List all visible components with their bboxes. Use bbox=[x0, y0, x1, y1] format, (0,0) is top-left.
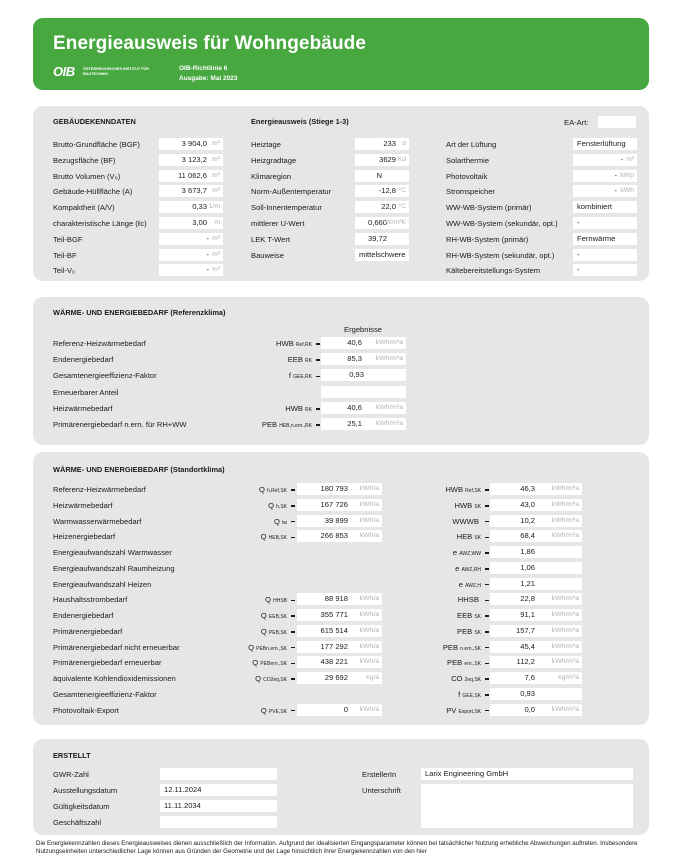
kenndaten-field-value: 11 062,6 bbox=[178, 170, 207, 180]
standort-field-spec bbox=[490, 546, 582, 558]
anlage-field bbox=[573, 217, 637, 229]
gueltigkeitsdatum-label: Gültigkeitsdatum bbox=[53, 802, 110, 811]
standort-field-spec-unit: kWh/m²a bbox=[551, 532, 579, 540]
standort-symbol-spec: PEB ern.,SK bbox=[447, 658, 489, 667]
standort-label: Energieaufwandszahl Raumheizung bbox=[53, 563, 175, 573]
standort-field-abs bbox=[297, 704, 382, 716]
kenndaten-label: Teil-V₀ bbox=[53, 266, 76, 276]
standort-field-spec bbox=[490, 625, 582, 637]
klima-field-unit: d bbox=[402, 140, 406, 147]
referenz-field-unit: kWh/m²a bbox=[375, 355, 403, 363]
referenz-label: Primärenergiebedarf n.ern. für RH+WW bbox=[53, 420, 187, 429]
klima-label: Soll-Innentemperatur bbox=[251, 203, 322, 213]
standort-field-spec-value: 1,86 bbox=[520, 547, 535, 556]
standort-field-spec-unit: kWh/m²a bbox=[551, 642, 579, 650]
standort-field-spec bbox=[490, 593, 582, 605]
kenndaten-field-value: 3 673,7 bbox=[181, 186, 207, 196]
anlage-field-value: - bbox=[620, 154, 623, 164]
kenndaten-field bbox=[159, 249, 223, 261]
klima-label: Norm-Außentemperatur bbox=[251, 187, 332, 197]
anlage-field bbox=[573, 138, 637, 150]
standort-field-spec bbox=[490, 483, 582, 495]
klima-label: LEK T-Wert bbox=[251, 234, 290, 244]
kenndaten-field-value: 0,33 bbox=[192, 202, 207, 212]
kenndaten-field bbox=[159, 185, 223, 197]
kenndaten-field-value: 3 904,0 bbox=[181, 139, 207, 148]
standort-label: Primärenergiebedarf bbox=[53, 626, 123, 636]
anlage-field-value: - bbox=[614, 170, 617, 180]
anlage-field bbox=[573, 233, 637, 245]
standort-symbol-spec: CO 2eq,SK bbox=[451, 674, 489, 683]
standort-field-abs-unit: kWh/a bbox=[359, 705, 379, 713]
standort-field-abs-value: 177 292 bbox=[320, 641, 348, 651]
footer-disclaimer: Die Energiekennzahlen dieses Energieausweises dienen ausschließlich der Information. Aufgrund der idealisierten Eingangsparameter können bei tatsächlicher Nutzung erhebliche Abweichungen auftreten. Insbesondere Nutzungseinheiten unterschiedlicher Lage können aus Gründen der Geometrie und der Lage hinsichtlich ihrer Energiekennzahlen von den hier bbox=[36, 840, 638, 855]
standort-field-spec-unit: kWh/m²a bbox=[551, 595, 579, 603]
kenndaten-label: Brutto-Grundfläche (BGF) bbox=[53, 140, 140, 149]
standort-label: Referenz-Heizwärmebedarf bbox=[53, 485, 146, 494]
klima-field-value: 22,0 bbox=[381, 202, 396, 212]
klima-field bbox=[355, 170, 409, 182]
oib-logo bbox=[53, 64, 163, 80]
standort-symbol-abs: Q PEBn.ern.,SK bbox=[248, 643, 295, 652]
page-title: Energieausweis für Wohngebäude bbox=[53, 33, 367, 54]
klima-field bbox=[355, 233, 409, 245]
anlage-field-value: Fernwärme bbox=[577, 233, 616, 243]
kenndaten-label: Teil-BGF bbox=[53, 234, 83, 244]
klima-label: Klimaregion bbox=[251, 171, 292, 181]
standort-field-abs bbox=[297, 515, 382, 527]
gwr-label: GWR-Zahl bbox=[53, 770, 89, 779]
anlage-field bbox=[573, 170, 637, 182]
kenndaten-label: charakteristische Länge (ℓc) bbox=[53, 219, 147, 228]
klima-field bbox=[355, 138, 409, 150]
standort-field-abs-unit: kWh/a bbox=[359, 516, 379, 524]
standort-symbol-abs: Q h,SK bbox=[268, 501, 295, 510]
standort-field-abs-value: 39 899 bbox=[324, 515, 348, 525]
anlage-field-value: kombiniert bbox=[577, 202, 613, 212]
standort-field-spec-unit: kg/m²a bbox=[558, 674, 579, 681]
standort-field-abs-value: 615 514 bbox=[320, 625, 348, 635]
kenndaten-field bbox=[159, 233, 223, 245]
standort-field-abs-unit: kWh/a bbox=[359, 611, 379, 618]
kenndaten-field bbox=[159, 154, 223, 166]
standort-field-abs-value: 0 bbox=[343, 704, 348, 714]
anlage-label: Photovoltaik bbox=[446, 171, 488, 181]
standort-field-abs-value: 355 771 bbox=[320, 610, 348, 619]
standort-label: äquivalente Kohlendioxidemissionen bbox=[53, 674, 176, 683]
kenndaten-field bbox=[159, 217, 223, 229]
klima-field bbox=[355, 217, 409, 229]
klima-field bbox=[355, 249, 409, 261]
ausstellungsdatum-label: Ausstellungsdatum bbox=[53, 786, 118, 795]
standort-field-abs-unit: kWh/a bbox=[359, 532, 379, 540]
unterschrift-field bbox=[421, 784, 633, 828]
standort-field-spec-unit: kWh/m²a bbox=[551, 658, 579, 666]
klima-field-value: 0,660 bbox=[367, 218, 387, 227]
kenndaten-field-unit: m³ bbox=[212, 171, 220, 179]
standort-field-spec-value: 112,2 bbox=[516, 657, 535, 667]
anlage-field bbox=[573, 249, 637, 261]
klima-field-value: 233 bbox=[383, 139, 396, 148]
referenz-field-value: 40,6 bbox=[347, 402, 362, 412]
referenz-label: Erneuerbarer Anteil bbox=[53, 387, 119, 397]
header-meta bbox=[179, 64, 238, 84]
standort-field-abs bbox=[297, 641, 382, 653]
kenndaten-field bbox=[159, 170, 223, 182]
referenz-field-unit: kWh/m²a bbox=[375, 403, 403, 411]
kenndaten-field-unit: m² bbox=[212, 140, 220, 147]
standort-label: Haushaltsstrombedarf bbox=[53, 595, 128, 605]
standort-field-abs-unit: kWh/a bbox=[359, 595, 379, 603]
standort-field-spec-value: 45,4 bbox=[520, 641, 535, 651]
standort-field-spec bbox=[490, 672, 582, 684]
klima-field-unit: Kd bbox=[397, 155, 406, 163]
anlage-field bbox=[573, 154, 637, 166]
referenz-symbol: HWB RK bbox=[285, 404, 320, 413]
standort-field-spec-value: 46,3 bbox=[520, 484, 535, 493]
klima-field-unit: W/m²K bbox=[385, 219, 406, 226]
standort-field-abs-unit: kWh/a bbox=[359, 500, 379, 508]
standort-field-spec bbox=[490, 688, 582, 700]
standort-symbol-spec: HWB SK bbox=[455, 501, 490, 510]
standort-field-abs-value: 438 221 bbox=[320, 657, 348, 667]
unterschrift-label: Unterschrift bbox=[362, 786, 401, 795]
standort-label: Primärenergiebedarf erneuerbar bbox=[53, 658, 162, 668]
gwr-field bbox=[160, 768, 277, 780]
referenz-section-title: WÄRME- UND ENERGIEBEDARF (Referenzklima) bbox=[53, 308, 226, 317]
standort-field-abs-unit: kWh/a bbox=[359, 485, 379, 492]
referenz-label: Endenergiebedarf bbox=[53, 355, 114, 365]
anlage-label: RH-WB-System (sekundär, opt.) bbox=[446, 250, 555, 260]
kenndaten-field bbox=[159, 264, 223, 276]
standort-field-abs bbox=[297, 625, 382, 637]
ausstellungsdatum-field: 12.11.2024 bbox=[160, 784, 277, 796]
anlage-field-value: - bbox=[577, 218, 580, 227]
klima-field-value: -12,8 bbox=[378, 186, 396, 196]
standort-field-spec-value: 1,21 bbox=[520, 578, 535, 588]
standort-symbol-spec: e AWZ,WW bbox=[453, 548, 489, 557]
gebaeude-section-title: GEBÄUDEKENNDATEN bbox=[53, 117, 136, 126]
standort-field-abs-value: 180 793 bbox=[320, 484, 348, 493]
klima-label: mittlerer U-Wert bbox=[251, 219, 305, 228]
standort-field-spec bbox=[490, 578, 582, 590]
standort-symbol-spec: HEB SK bbox=[457, 532, 489, 541]
erstellt-panel bbox=[33, 739, 649, 835]
standort-field-spec bbox=[490, 530, 582, 542]
standort-symbol-spec: f GEE,SK bbox=[458, 690, 489, 699]
standort-field-spec-value: 10,2 bbox=[520, 515, 535, 525]
anlage-field-unit: kWh bbox=[620, 187, 634, 195]
anlage-label: WW-WB-System (sekundär, opt.) bbox=[446, 219, 558, 228]
kenndaten-field-unit: m² bbox=[212, 234, 220, 242]
kenndaten-label: Kompaktheit (A/V) bbox=[53, 203, 115, 213]
kenndaten-field bbox=[159, 201, 223, 213]
ea-art-label: EA-Art: bbox=[564, 118, 589, 127]
standort-symbol-abs: Q HEB,SK bbox=[261, 532, 295, 541]
anlage-field-value: - bbox=[577, 265, 580, 275]
klima-label: Heiztage bbox=[251, 140, 281, 149]
standort-label: Warmwasserwärmebedarf bbox=[53, 516, 142, 526]
standort-symbol-abs: Q PVE,SK bbox=[261, 706, 295, 715]
referenz-symbol: PEB HEB,n.ern.,RK bbox=[262, 420, 320, 429]
standort-symbol-spec: PEB n.ern.,SK bbox=[443, 643, 489, 652]
gebaeude-col2-title: Energieausweis (Stiege 1-3) bbox=[251, 117, 349, 126]
standort-field-spec-value: 43,0 bbox=[520, 499, 535, 509]
klima-field-value: mittelschwere bbox=[359, 249, 406, 259]
standort-symbol-spec: e AWZ,RH bbox=[455, 564, 489, 573]
standort-field-abs bbox=[297, 530, 382, 542]
standort-field-spec-unit: kWh/m²a bbox=[551, 626, 579, 634]
referenz-symbol: HWB Ref,RK bbox=[276, 339, 320, 348]
erstellt-section-title: ERSTELLT bbox=[53, 751, 91, 760]
kenndaten-field-unit: m² bbox=[212, 155, 220, 163]
ersteller-field: Larix Engineering GmbH bbox=[421, 768, 633, 780]
standort-field-spec-unit: kWh/m²a bbox=[551, 500, 579, 508]
richtlinie-label: OIB-Richtlinie 6 bbox=[179, 65, 228, 72]
standort-field-spec-value: 1,06 bbox=[520, 562, 535, 572]
standort-field-spec-value: 91,1 bbox=[520, 610, 535, 619]
standort-field-abs-value: 29 692 bbox=[324, 673, 348, 682]
standort-field-abs-unit: kWh/a bbox=[359, 642, 379, 650]
standort-field-abs-unit: kWh/a bbox=[359, 658, 379, 666]
referenz-field-unit: kWh/m²a bbox=[375, 339, 403, 346]
ersteller-label: ErstellerIn bbox=[362, 770, 397, 779]
kenndaten-label: Gebäude-Hüllfläche (A) bbox=[53, 187, 133, 197]
referenz-field-unit: kWh/m²a bbox=[375, 420, 403, 427]
standort-field-abs bbox=[297, 483, 382, 495]
standort-field-abs-value: 88 918 bbox=[324, 594, 348, 604]
klima-field-value: N bbox=[376, 170, 382, 180]
standort-symbol-spec: WWWB bbox=[452, 517, 489, 526]
klima-field bbox=[355, 154, 409, 166]
standort-label: Photovoltaik-Export bbox=[53, 705, 119, 715]
kenndaten-field-unit: m³ bbox=[212, 266, 220, 274]
standort-field-abs bbox=[297, 672, 382, 684]
kenndaten-field-value: - bbox=[206, 249, 209, 259]
standort-field-spec bbox=[490, 499, 582, 511]
standort-label: Gesamtenergieeffizienz-Faktor bbox=[53, 689, 157, 699]
kenndaten-label: Brutto Volumen (V₀) bbox=[53, 171, 121, 181]
referenz-field-value: 40,6 bbox=[347, 338, 362, 347]
anlage-field-unit: kWp bbox=[620, 171, 634, 179]
oib-logo-mark: OIB bbox=[53, 64, 75, 79]
standort-symbol-abs: Q CO2eq,SK bbox=[255, 674, 295, 683]
klima-field-value: 39,72 bbox=[367, 233, 387, 243]
referenz-label: Gesamtenergieeffizienz-Faktor bbox=[53, 371, 157, 381]
klima-label: Heizgradtage bbox=[251, 155, 297, 165]
kenndaten-label: Teil-BF bbox=[53, 250, 77, 260]
referenz-field-value: 85,3 bbox=[347, 354, 362, 364]
standort-label: Heizwärmebedarf bbox=[53, 500, 113, 510]
kenndaten-field-value: 3 123,2 bbox=[181, 154, 207, 164]
anlage-label: Art der Lüftung bbox=[446, 140, 497, 149]
standort-symbol-spec: PV Export,SK bbox=[446, 706, 489, 715]
standort-field-spec bbox=[490, 562, 582, 574]
standort-field-spec-value: 0,93 bbox=[520, 688, 535, 698]
standort-field-spec bbox=[490, 704, 582, 716]
anlage-field bbox=[573, 264, 637, 276]
kenndaten-field-unit: m² bbox=[212, 250, 220, 258]
referenz-symbol: f GEE,RK bbox=[289, 371, 320, 380]
standort-field-spec-value: 22,8 bbox=[520, 594, 535, 604]
standort-field-abs-value: 266 853 bbox=[320, 531, 348, 541]
klima-field-unit: °C bbox=[398, 187, 406, 195]
geschaeftszahl-field bbox=[160, 816, 277, 828]
klima-field-unit: °C bbox=[398, 203, 406, 211]
standort-symbol-abs: Q PEBern.,SK bbox=[252, 658, 295, 667]
referenz-field bbox=[321, 418, 406, 430]
standort-field-spec bbox=[490, 656, 582, 668]
kenndaten-field-unit: m² bbox=[212, 187, 220, 195]
standort-symbol-spec: PEB SK bbox=[457, 627, 489, 636]
ausgabe-label: Ausgabe: Mai 2023 bbox=[179, 75, 238, 82]
standort-label: Energieaufwandszahl Warmwasser bbox=[53, 548, 172, 557]
geschaeftszahl-label: Geschäftszahl bbox=[53, 818, 102, 827]
standort-symbol-abs: Q EEB,SK bbox=[261, 611, 295, 620]
standort-field-spec bbox=[490, 515, 582, 527]
referenz-label: Heizwärmebedarf bbox=[53, 403, 113, 413]
standort-label: Endenergiebedarf bbox=[53, 611, 114, 620]
referenz-field-value: 0,93 bbox=[349, 370, 364, 380]
anlage-field-unit: m² bbox=[626, 155, 634, 163]
standort-field-abs-value: 167 726 bbox=[320, 499, 348, 509]
anlage-field-value: - bbox=[614, 186, 617, 196]
standort-field-spec bbox=[490, 609, 582, 621]
standortklima-panel bbox=[33, 452, 649, 725]
anlage-field-value: Fensterlüftung bbox=[577, 139, 626, 148]
header-banner bbox=[33, 18, 649, 90]
standort-symbol-spec: HHSB bbox=[458, 595, 489, 604]
standort-field-spec-unit: kWh/m²a bbox=[551, 705, 579, 713]
kenndaten-field-unit: 1/m bbox=[208, 203, 220, 211]
ea-art-field bbox=[598, 116, 636, 128]
referenz-field bbox=[321, 337, 406, 349]
gueltigkeitsdatum-field: 11.11.2034 bbox=[160, 800, 277, 812]
referenz-field bbox=[321, 369, 406, 381]
referenz-field bbox=[321, 386, 406, 398]
standort-field-spec-unit: kWh/m²a bbox=[551, 485, 579, 492]
anlage-field-value: - bbox=[577, 249, 580, 259]
gebaeudekenndaten-panel bbox=[33, 106, 649, 281]
anlage-field bbox=[573, 185, 637, 197]
standort-field-spec-value: 157,7 bbox=[515, 625, 535, 635]
referenz-label: Referenz-Heizwärmebedarf bbox=[53, 339, 146, 348]
standort-label: Primärenergiebedarf nicht erneuerbar bbox=[53, 642, 180, 652]
referenz-field-value: 25,1 bbox=[347, 419, 362, 428]
kenndaten-field bbox=[159, 138, 223, 150]
oib-logo-text: ÖSTERREICHISCHES INSTITUT FÜR BAUTECHNIK bbox=[83, 67, 150, 76]
anlage-label: Stromspeicher bbox=[446, 187, 495, 197]
anlage-label: Solarthermie bbox=[446, 155, 490, 165]
referenz-symbol: EEB RK bbox=[288, 355, 320, 364]
standort-symbol-abs: Q tw bbox=[274, 517, 295, 526]
referenz-field bbox=[321, 402, 406, 414]
anlage-label: Kältebereitstellungs-System bbox=[446, 266, 541, 276]
standort-label: Energieaufwandszahl Heizen bbox=[53, 579, 152, 589]
standort-symbol-abs: Q HHSB bbox=[265, 595, 295, 604]
standort-symbol-abs: Q h,Ref,SK bbox=[259, 485, 295, 494]
klima-field bbox=[355, 185, 409, 197]
kenndaten-field-value: 3,00 bbox=[192, 218, 207, 227]
standort-field-abs bbox=[297, 656, 382, 668]
standort-symbol-spec: e AWZ,H bbox=[459, 580, 489, 589]
standort-field-abs bbox=[297, 499, 382, 511]
standort-field-spec-value: 7,6 bbox=[524, 673, 535, 682]
anlage-label: WW-WB-System (primär) bbox=[446, 203, 532, 213]
standort-field-abs bbox=[297, 593, 382, 605]
kenndaten-label: Bezugsfläche (BF) bbox=[53, 155, 116, 165]
standort-field-spec bbox=[490, 641, 582, 653]
anlage-field bbox=[573, 201, 637, 213]
standort-section-title: WÄRME- UND ENERGIEBEDARF (Standortklima) bbox=[53, 465, 225, 474]
standort-field-spec-unit: kWh/m²a bbox=[551, 611, 579, 618]
referenzklima-panel bbox=[33, 297, 649, 445]
ergebnisse-header: Ergebnisse bbox=[344, 325, 382, 334]
klima-field-value: 3629 bbox=[379, 154, 396, 164]
standort-symbol-abs: Q PEB,SK bbox=[261, 627, 295, 636]
standort-symbol-spec: EEB SK bbox=[457, 611, 489, 620]
anlage-label: RH-WB-System (primär) bbox=[446, 234, 529, 244]
standort-symbol-spec: HWB Ref,SK bbox=[445, 485, 489, 494]
referenz-field bbox=[321, 353, 406, 365]
kenndaten-field-unit: m bbox=[214, 219, 220, 226]
standort-field-spec-value: 0,0 bbox=[524, 704, 535, 714]
standort-field-abs-unit: kWh/a bbox=[359, 626, 379, 634]
standort-label: Heizenergiebedarf bbox=[53, 532, 116, 542]
klima-field bbox=[355, 201, 409, 213]
standort-field-abs-unit: kg/a bbox=[366, 674, 379, 681]
kenndaten-field-value: - bbox=[206, 265, 209, 275]
kenndaten-field-value: - bbox=[206, 233, 209, 243]
klima-label: Bauweise bbox=[251, 250, 284, 260]
standort-field-abs bbox=[297, 609, 382, 621]
standort-field-spec-value: 68,4 bbox=[520, 531, 535, 541]
standort-field-spec-unit: kWh/m²a bbox=[551, 516, 579, 524]
